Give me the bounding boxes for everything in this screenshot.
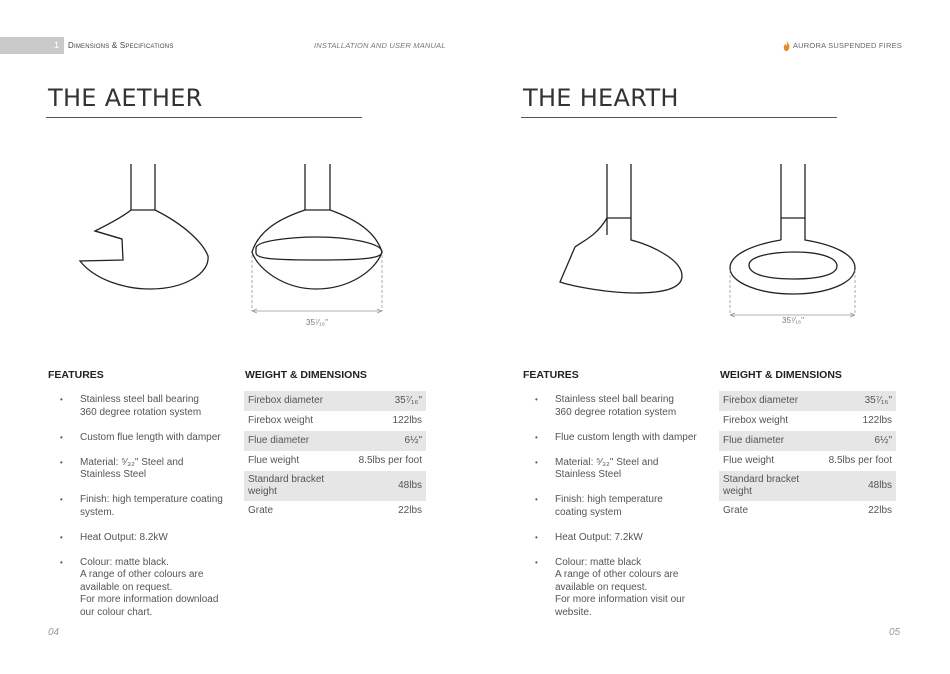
- features-list-aether: [48, 394, 238, 632]
- feature-item: • Heat Output: 7.2kW: [523, 532, 713, 545]
- hearth-front-body: [730, 218, 855, 294]
- feature-item: • Custom flue length with damper: [48, 432, 238, 445]
- table-row: [244, 471, 426, 501]
- table-row: [244, 391, 426, 411]
- spec-label: Grate: [723, 505, 749, 516]
- table-row: [719, 451, 896, 471]
- feature-item: • Finish: high temperature coating system: [523, 494, 713, 519]
- spec-value: 35⁷⁄₁₆": [344, 391, 426, 411]
- aether-side-flue: [131, 164, 155, 210]
- spec-label: Flue weight: [248, 455, 300, 466]
- specs-heading: WEIGHT & DIMENSIONS: [720, 369, 842, 381]
- spec-value: 122lbs: [862, 415, 892, 426]
- feature-item: • Stainless steel ball bearing 360 degree rotation system: [523, 394, 713, 419]
- aether-dimension-label: 35⁷⁄₁₆": [306, 318, 328, 327]
- spec-label: Firebox weight: [723, 415, 789, 426]
- spec-label: Grate: [248, 505, 274, 516]
- table-row: [719, 411, 896, 431]
- spec-label: Flue diameter: [244, 431, 344, 451]
- section-number: 1: [54, 40, 60, 50]
- spec-label: Firebox diameter: [244, 391, 344, 411]
- page-number-left: 04: [48, 627, 60, 638]
- hearth-front-flue: [781, 164, 805, 218]
- page-title-hearth: THE HEARTH: [523, 84, 679, 112]
- feature-item: • Material: ⁵⁄₃₂" Steel and Stainless Steel: [523, 457, 713, 482]
- feature-item: • Stainless steel ball bearing 360 degree rotation system: [48, 394, 238, 419]
- features-heading: FEATURES: [523, 369, 579, 381]
- specs-table-hearth: [719, 391, 896, 521]
- title-rule: [521, 117, 837, 118]
- spec-value: 8.5lbs per foot: [828, 455, 892, 466]
- aether-front-body: [252, 210, 382, 289]
- spec-value: 8.5lbs per foot: [358, 455, 422, 466]
- page-number-right: 05: [889, 627, 901, 638]
- table-row: [244, 431, 426, 451]
- table-row: [719, 501, 896, 521]
- feature-item: • Colour: matte black. A range of other colours are available on request. For more information download our colour chart.: [48, 557, 238, 620]
- flame-icon: [783, 40, 790, 51]
- table-row: [244, 411, 426, 431]
- feature-item: • Heat Output: 8.2kW: [48, 532, 238, 545]
- hearth-front-opening: [749, 252, 837, 279]
- table-row: [719, 431, 896, 451]
- specs-heading: WEIGHT & DIMENSIONS: [245, 369, 367, 381]
- feature-item: • Material: ⁵⁄₃₂" Steel and Stainless Steel: [48, 457, 238, 482]
- specs-table-aether: [244, 391, 426, 521]
- feature-item: • Finish: high temperature coating system.: [48, 494, 238, 519]
- aether-drawing: [70, 155, 400, 335]
- spec-value: 6½": [819, 431, 896, 451]
- manual-title: INSTALLATION AND USER MANUAL: [314, 41, 446, 50]
- table-row: [719, 471, 896, 501]
- page-title-aether: THE AETHER: [48, 84, 203, 112]
- hearth-side-flue: [607, 164, 631, 218]
- feature-item: • Colour: matte black A range of other colours are available on request. For more information visit our website.: [523, 557, 713, 620]
- aether-front-opening: [256, 237, 382, 260]
- brand-name: AURORA SUSPENDED FIRES: [792, 41, 902, 50]
- table-row: [244, 501, 426, 521]
- features-heading: FEATURES: [48, 369, 104, 381]
- hearth-side-body: [560, 218, 682, 293]
- table-row: [719, 391, 896, 411]
- spec-value: 22lbs: [398, 505, 422, 516]
- spec-label: Flue diameter: [719, 431, 819, 451]
- hearth-drawing: [555, 155, 865, 335]
- spec-value: 6½": [344, 431, 426, 451]
- spec-label: Flue weight: [723, 455, 775, 466]
- spec-value: 22lbs: [868, 505, 892, 516]
- hearth-dimension-label: 35⁷⁄₁₆": [782, 316, 804, 325]
- section-title: Dimensions & Specifications: [68, 41, 174, 50]
- aether-side-body: [80, 210, 208, 289]
- spec-value: 35⁷⁄₁₆": [819, 391, 896, 411]
- spec-label: Firebox weight: [248, 415, 314, 426]
- spec-value: 48lbs: [344, 471, 426, 501]
- title-rule: [46, 117, 362, 118]
- features-list-hearth: [523, 394, 713, 632]
- spec-label: Firebox diameter: [719, 391, 819, 411]
- table-row: [244, 451, 426, 471]
- brand: [783, 40, 902, 51]
- spec-value: 48lbs: [819, 471, 896, 501]
- spec-label: Standard bracket weight: [719, 471, 819, 501]
- spec-value: 122lbs: [392, 415, 422, 426]
- aether-front-flue: [305, 164, 330, 210]
- feature-item: • Flue custom length with damper: [523, 432, 713, 445]
- spec-label: Standard bracket weight: [244, 471, 344, 501]
